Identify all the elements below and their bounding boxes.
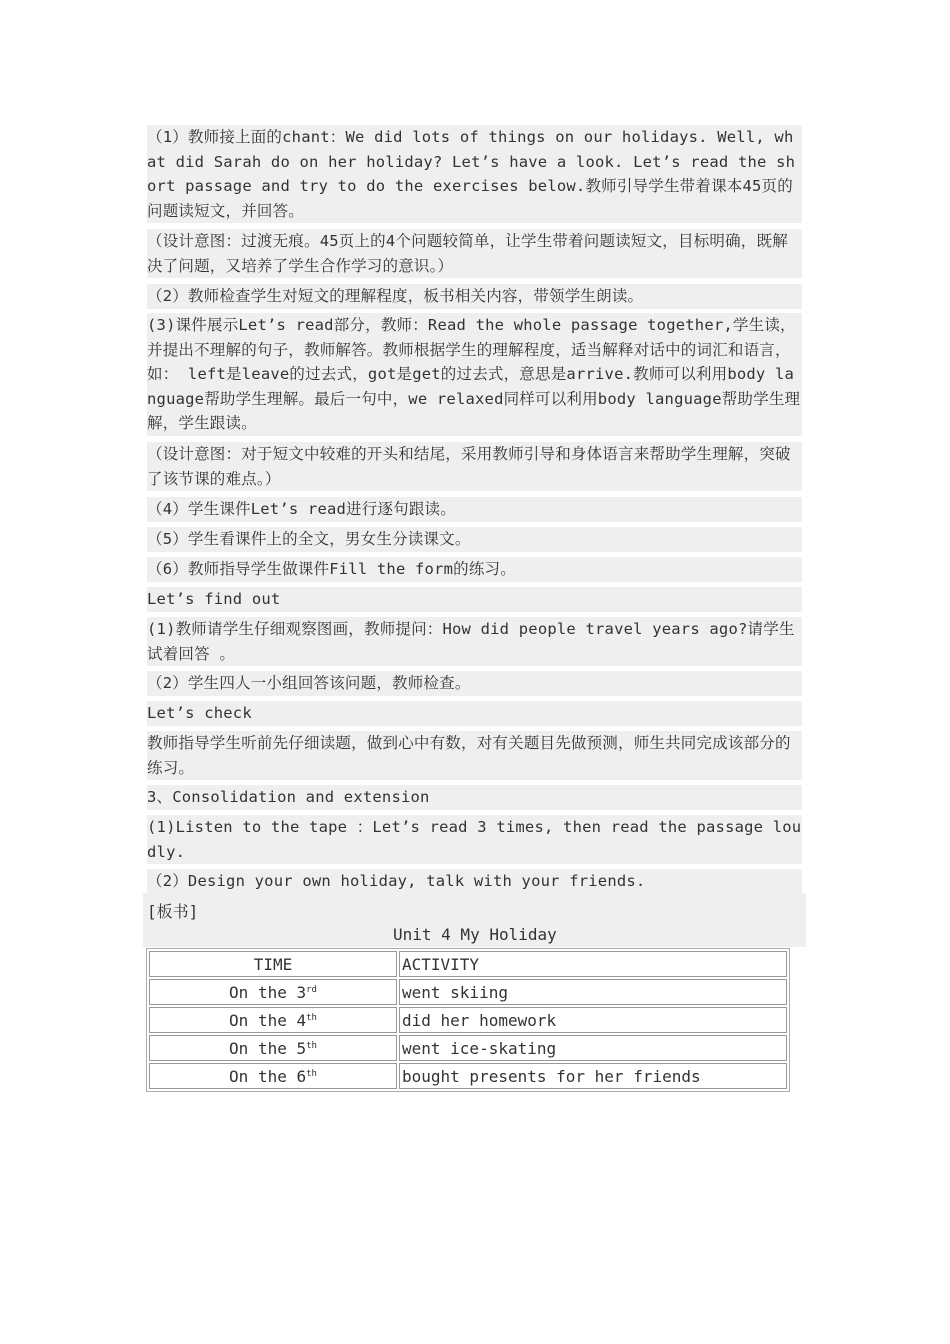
paragraph-consolidation-1: (1)Listen to the tape ：Let’s read 3 times, then read the passage loudly.	[147, 815, 802, 864]
paragraph-design-intent-2: （设计意图：对于短文中较难的开头和结尾，采用教师引导和身体语言来帮助学生理解，突破了该节课的难点。）	[147, 442, 802, 491]
header-activity: ACTIVITY	[399, 951, 787, 977]
table-row	[149, 1007, 787, 1033]
paragraph-find-out-2: （2）学生四人一小组回答该问题，教师检查。	[147, 671, 802, 696]
activity-cell: bought presents for her friends	[399, 1063, 787, 1089]
heading-lets-find-out: Let’s find out	[147, 587, 802, 612]
activity-cell: did her homework	[399, 1007, 787, 1033]
paragraph-step-3: (3)课件展示Let’s read部分，教师：Read the whole passage together,学生读，并提出不理解的句子，教师解答。教师根据学生的理解程度，适当解释对话中的词汇和语言，如： left是leave的过去式，got是get的过去式，意思是arrive.教师可以利用body language帮助学生理解。最后一句中，we relaxed同样可以利用body language帮助学生理解，学生跟读。	[147, 313, 802, 436]
ordinal-suffix: th	[306, 1012, 317, 1023]
paragraph-step-5: （5）学生看课件上的全文，男女生分读课文。	[147, 527, 802, 552]
table-header-row	[149, 951, 787, 977]
time-text: On the 5	[229, 1038, 307, 1058]
time-cell	[149, 1007, 397, 1033]
time-text: On the 6	[229, 1066, 307, 1086]
paragraph-step-2: （2）教师检查学生对短文的理解程度，板书相关内容，带领学生朗读。	[147, 284, 802, 309]
activity-cell: went ice-skating	[399, 1035, 787, 1061]
ordinal-suffix: th	[306, 1068, 317, 1079]
table-row	[149, 979, 787, 1005]
paragraph-step-4: （4）学生课件Let’s read进行逐句跟读。	[147, 497, 802, 522]
time-text: On the 3	[229, 982, 307, 1002]
paragraph-consolidation-2: （2）Design your own holiday, talk with your friends.	[147, 869, 802, 893]
table-row	[149, 1063, 787, 1089]
header-time: TIME	[149, 951, 397, 977]
ordinal-suffix: rd	[306, 984, 317, 995]
blackboard-section	[143, 893, 806, 947]
ordinal-suffix: th	[306, 1040, 317, 1051]
paragraph-step-6: （6）教师指导学生做课件Fill the form的练习。	[147, 557, 802, 582]
holiday-table	[146, 948, 790, 1092]
blackboard-label: [板书]	[147, 902, 199, 921]
activity-cell: went skiing	[399, 979, 787, 1005]
table-row	[149, 1035, 787, 1061]
paragraph-design-intent-1: （设计意图：过渡无痕。45页上的4个问题较简单，让学生带着问题读短文，目标明确，既解决了问题，又培养了学生合作学习的意识。）	[147, 229, 802, 278]
paragraph-check: 教师指导学生听前先仔细读题，做到心中有数，对有关题目先做预测，师生共同完成该部分的练习。	[147, 731, 802, 780]
time-cell	[149, 1063, 397, 1089]
paragraph-chant-intro: （1）教师接上面的chant：We did lots of things on our holidays. Well, what did Sarah do on her holiday? Let’s have a look. Let’s read the short passage and try to do the exercises below.教师引导学生带着课本45页的问题读短文，并回答。	[147, 125, 802, 223]
time-text: On the 4	[229, 1010, 307, 1030]
time-cell	[149, 979, 397, 1005]
time-cell	[149, 1035, 397, 1061]
heading-consolidation: 3、Consolidation and extension	[147, 785, 802, 810]
paragraph-find-out-1: (1)教师请学生仔细观察图画，教师提问：How did people travel years ago?请学生试着回答 。	[147, 617, 802, 666]
blackboard-title: Unit 4 My Holiday	[393, 925, 557, 944]
heading-lets-check: Let’s check	[147, 701, 802, 726]
